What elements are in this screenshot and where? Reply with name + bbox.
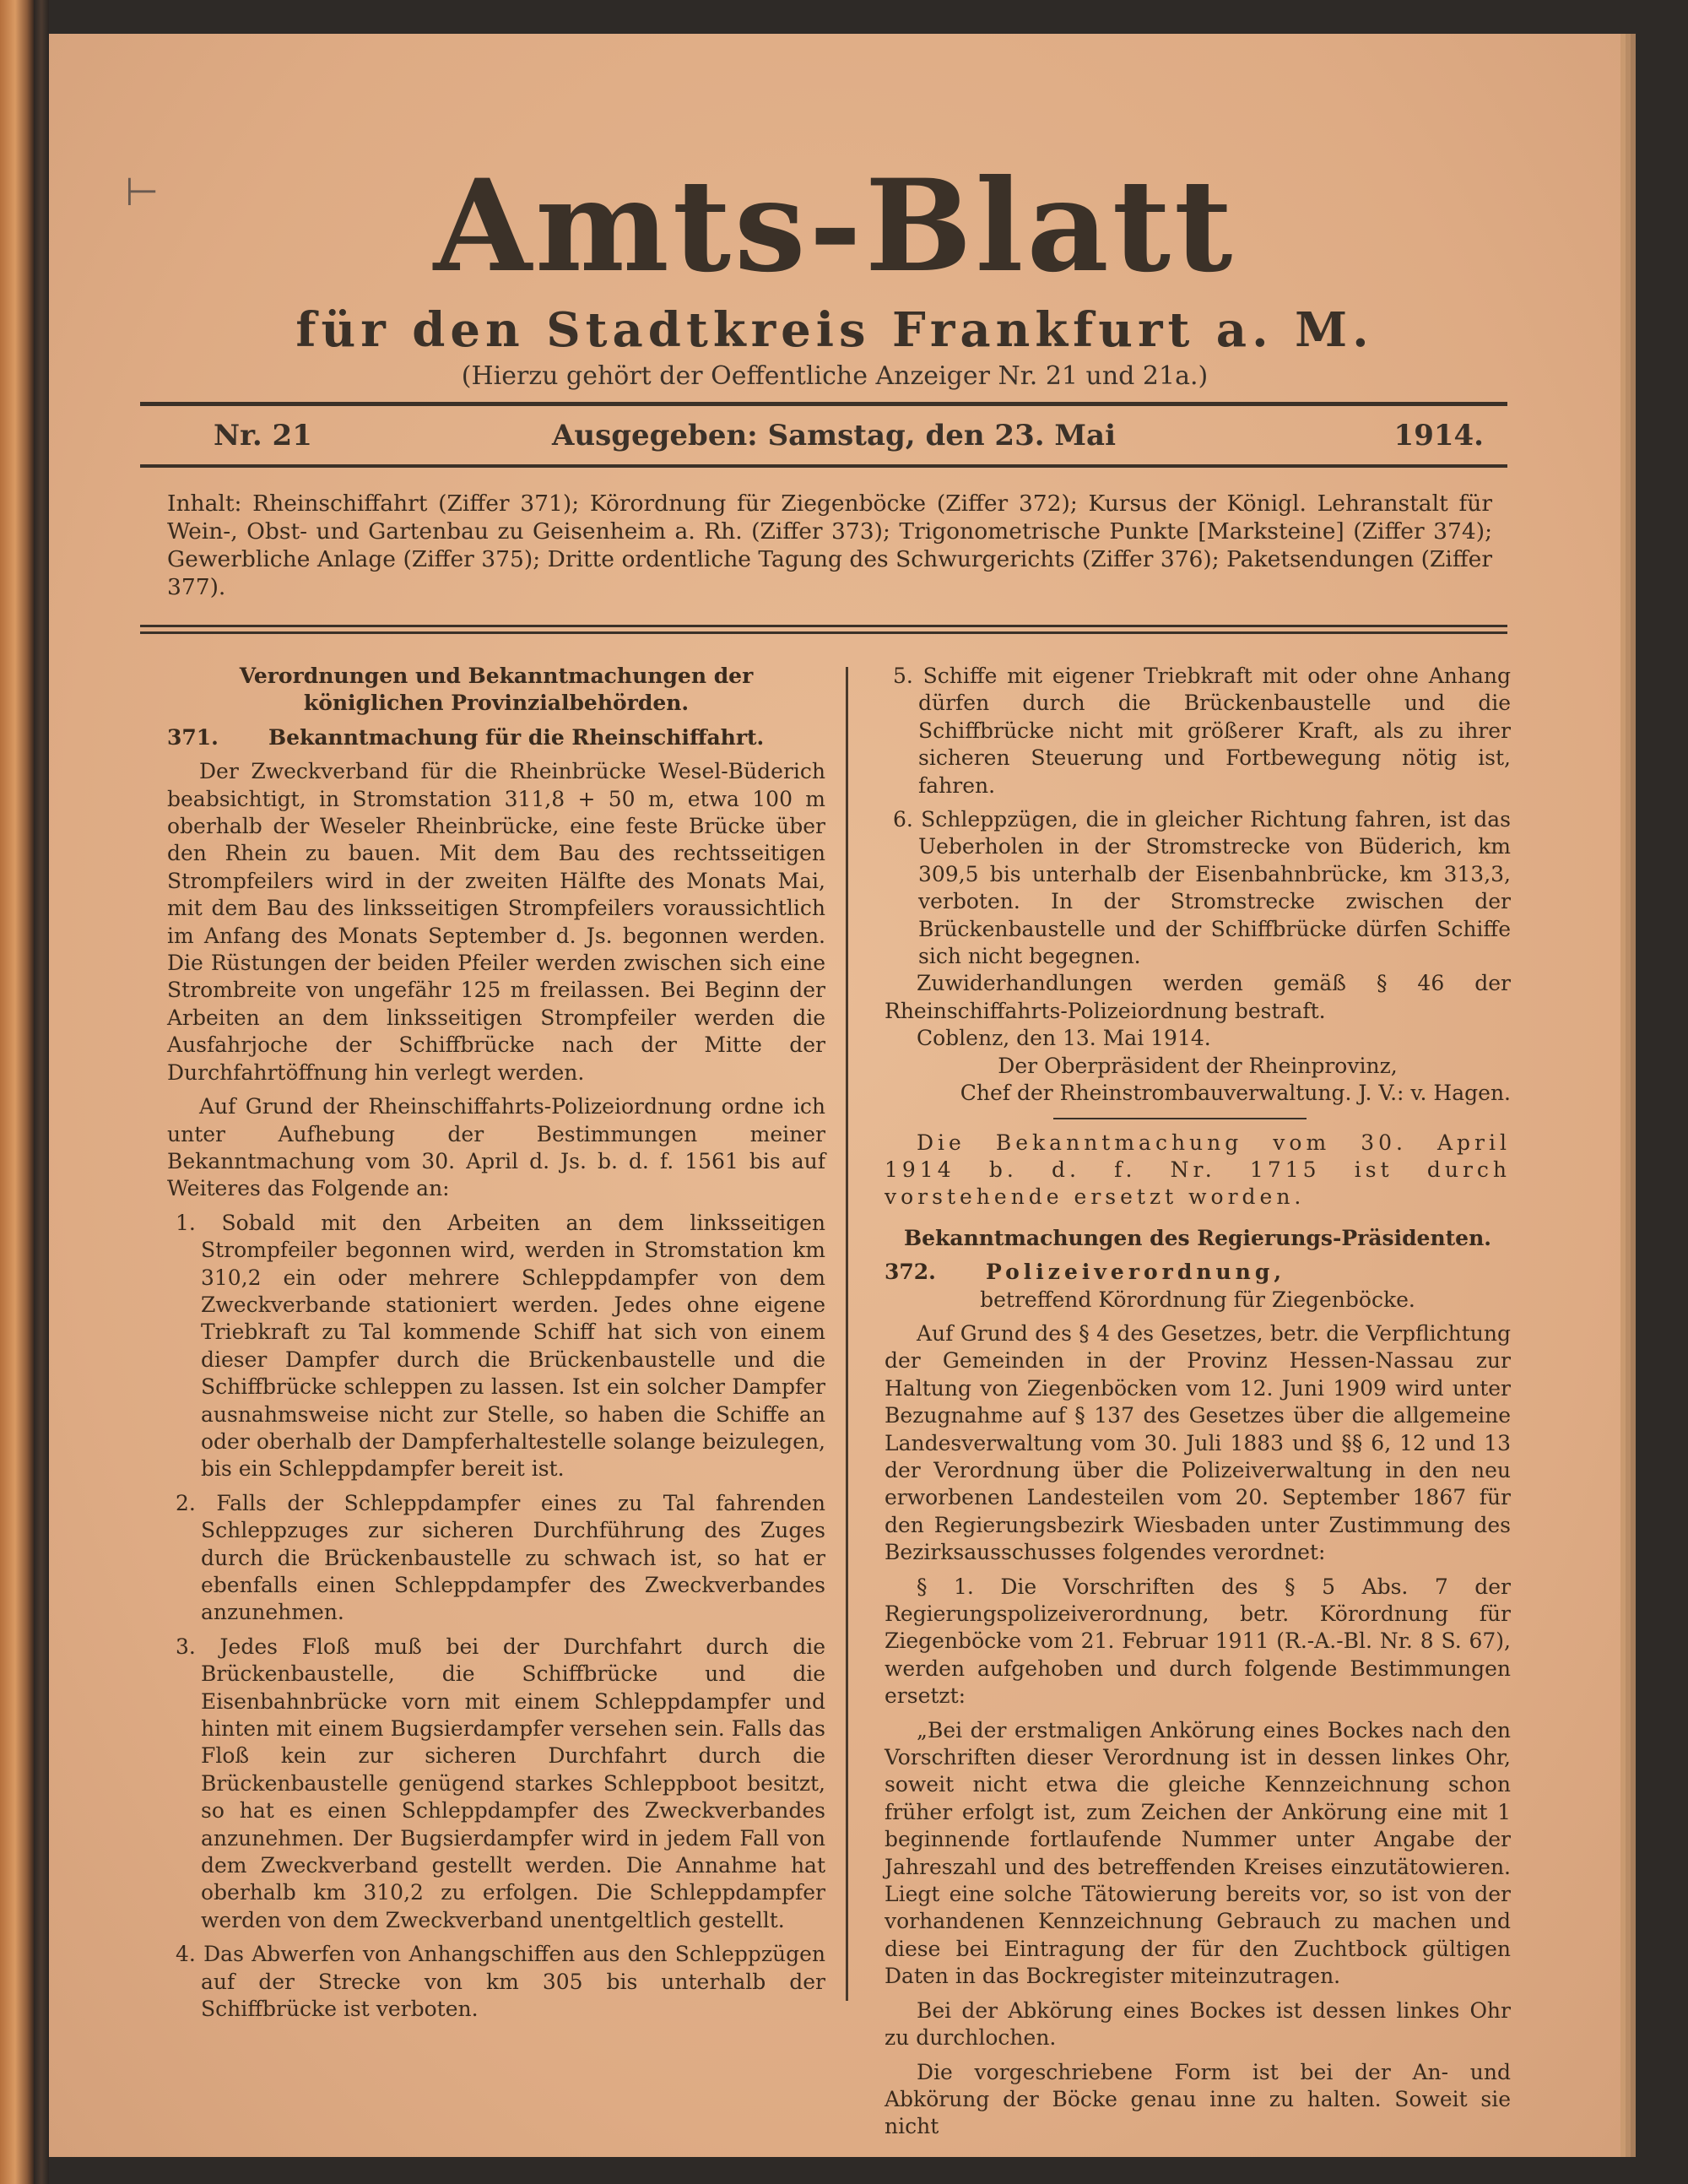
- paragraph: § 1. Die Vorschriften des § 5 Abs. 7 der Regierungspolizeiverordnung, betr. Körordnung für Ziegenböcke vom 21. Februar 1911 (R.-A.-Bl. Nr. 8 S. 67), werden aufgehoben und durch folgende Bestimmungen ersetzt:: [885, 1574, 1511, 1709]
- book-spine: [34, 0, 49, 2184]
- paragraph: Zuwiderhandlungen werden gemäß § 46 der Rheinschiffahrts-Polizeiordnung bestraft.: [885, 971, 1511, 1023]
- paragraph: „Bei der erstmaligen Ankörung eines Bockes nach den Vorschriften dieser Verordnung ist in dessen linkes Ohr, soweit nicht etwa die gleiche Kennzeichnung schon früher erfolgt ist, zum Zeichen der Ankörung eine mit 1 beginnende fortlaufende Nummer unter Angabe der Jahreszahl und des betreffenden Kreises einzutätowieren. Liegt eine solche Tätowierung bereits vor, so ist von der vorhandenen Kennzeichnung Gebrauch zu machen und diese bei Eintragung der für den Zuchtbock gültigen Daten in das Bockregister miteinzutragen.: [885, 1717, 1511, 1989]
- article-number: 372.: [885, 1260, 936, 1285]
- issue-number: Nr. 21: [214, 419, 312, 453]
- note-paragraph: Die Bekanntmachung vom 30. April 1914 b. d. f. Nr. 1715 ist durch vorstehende ersetzt worden.: [885, 1130, 1511, 1210]
- list-item: 6. Schleppzügen, die in gleicher Richtung fahren, ist das Ueberholen in der Stromstrecke von Büderich, km 309,5 bis unterhalb der Eisenbahnbrücke, km 313,3, verboten. In der Stromstrecke zwischen der Brückenbaustelle und der Schiffbrücke dürfen Schiffe sich nicht begegnen.: [893, 807, 1511, 969]
- article-title: Bekanntmachung für die Rheinschiffahrt.: [268, 724, 765, 750]
- article-number: 371.: [167, 724, 219, 750]
- article-372-heading: [885, 1259, 1511, 1286]
- signature-line: Der Oberpräsident der Rheinprovinz,: [998, 1053, 1398, 1078]
- paragraph: Bei der Abkörung eines Bockes ist dessen linkes Ohr zu durchlochen.: [885, 1997, 1511, 2051]
- masthead-title: Amts-Blatt: [433, 152, 1236, 301]
- list-item: 1. Sobald mit den Arbeiten an dem linksseitigen Strompfeiler begonnen wird, werden in Stromstation km 310,2 ein oder mehrere Schleppdampfer von dem Zweckverbande stationiert werden. Jedes ohne eigene Triebkraft zu Tal kommende Schiff hat sich von einem dieser Dampfer durch die Brückenbaustelle und die Schiffbrücke schleppen zu lassen. Ist ein solcher Dampfer ausnahmsweise nicht zur Stelle, so haben die Schiffe an oder oberhalb der Dampferhaltestelle solange beizulegen, bis ein Schleppdampfer bereit ist.: [176, 1210, 825, 1482]
- right-column: [885, 663, 1511, 2141]
- header-rule-top: [140, 402, 1507, 406]
- place-date: Coblenz, den 13. Mai 1914.: [917, 1026, 1211, 1051]
- pencil-mark: ⊢: [125, 169, 160, 214]
- paragraph: Auf Grund des § 4 des Gesetzes, betr. die Verpflichtung der Gemeinden in der Provinz Hessen-Nassau zur Haltung von Ziegenböcken vom 12. Juni 1909 wird unter Bezugnahme auf § 137 des Gesetzes über die allgemeine Landesverwaltung vom 30. Juli 1883 und §§ 6, 12 und 13 der Verordnung über die Polizeiverwaltung in den neu erworbenen Landesteilen vom 20. September 1867 für den Regierungsbezirk Wiesbaden unter Zustimmung des Bezirksausschusses folgendes verordnet:: [885, 1320, 1511, 1565]
- signature-line: Chef der Rheinstrombauverwaltung. J. V.: v. Hagen.: [960, 1081, 1511, 1106]
- issue-date: Ausgegeben: Samstag, den 23. Mai: [552, 419, 1116, 453]
- table-of-contents: Inhalt: Rheinschiffahrt (Ziffer 371); Körordnung für Ziegenböcke (Ziffer 372); Kursus der Königl. Lehranstalt für Wein-, Obst- und Gartenbau zu Geisenheim a. Rh. (Ziffer 373); Trigonometrische Punkte [Marksteine] (Ziffer 374); Gewerbliche Anlage (Ziffer 375); Dritte ordentliche Tagung des Schwurgerichts (Ziffer 376); Paketsendungen (Ziffer 377).: [167, 490, 1492, 600]
- masthead-subtitle: für den Stadtkreis Frankfurt a. M.: [295, 302, 1374, 358]
- section-heading-regierung: Bekanntmachungen des Regierungs-Präsidenten.: [904, 1225, 1491, 1250]
- newspaper-page: [49, 34, 1620, 2157]
- list-item: 5. Schiffe mit eigener Triebkraft mit oder ohne Anhang dürfen durch die Brückenbaustelle und die Schiffbrücke nicht mit größerer Kraft, als zu ihrer sicheren Steuerung und Fortbewegung nötig ist, fahren.: [893, 664, 1511, 798]
- header-rule-bottom: [140, 464, 1507, 468]
- article-title: Polizeiverordnung,: [986, 1260, 1286, 1285]
- left-column: [167, 663, 825, 2024]
- list-item: 3. Jedes Floß muß bei der Durchfahrt durch die Brückenbaustelle, die Schiffbrücke und die Eisenbahnbrücke vorn mit einem Schleppdampfer und hinten mit einem Bugsierdampfer versehen sein. Falls das Floß kein zur sicheren Durchfahrt durch die Brückenbaustelle genügend starkes Schleppboot besitzt, so hat es einen Schleppdampfer des Zweckverbandes anzunehmen. Der Bugsierdampfer wird in jedem Fall von dem Zweckverband gestellt werden. Die Annahme hat oberhalb km 310,2 zu erfolgen. Die Schleppdampfer werden von dem Zweckverband unentgeltlich gestellt.: [176, 1634, 825, 1932]
- list-item: 4. Das Abwerfen von Anhangschiffen aus den Schleppzügen auf der Strecke von km 305 bis unterhalb der Schiffbrücke ist verboten.: [176, 1942, 825, 2022]
- paragraph: Der Zweckverband für die Rheinbrücke Wesel-Büderich beabsichtigt, in Stromstation 311,8 + 50 m, etwa 100 m oberhalb der Weseler Rheinbrücke, eine feste Brücke über den Rhein zu bauen. Mit dem Bau des rechtsseitigen Strompfeilers wird in der zweiten Hälfte des Monats Mai, mit dem Bau des linksseitigen Strompfeilers voraussichtlich im Anfang des Monats September d. Js. begonnen werden. Die Rüstungen der beiden Pfeiler werden zwischen sich eine Strombreite von ungefähr 125 m freilassen. Bei Beginn der Arbeiten an dem linksseitigen Strompfeiler werden die Ausfahrjoche der Schiffbrücke nach der Mitte der Durchfahrtöffnung hin verlegt werden.: [167, 759, 825, 1085]
- article-371-heading: [167, 724, 825, 751]
- adjacent-page-edge: [0, 0, 34, 2184]
- list-item: 2. Falls der Schleppdampfer eines zu Tal fahrenden Schleppzuges zur sicheren Durchführung des Zuges durch die Brückenbaustelle zu schwach ist, so hat er ebenfalls einen Schleppdampfer des Zweckverbandes anzunehmen.: [176, 1490, 825, 1625]
- masthead-note: (Hierzu gehört der Oeffentliche Anzeiger Nr. 21 und 21a.): [461, 361, 1209, 391]
- paragraph: Auf Grund der Rheinschiffahrts-Polizeiordnung ordne ich unter Aufhebung der Bestimmungen meiner Bekanntmachung vom 30. April d. Js. b. d. f. 1561 bis auf Weiteres das Folgende an:: [167, 1094, 825, 1201]
- paragraph: Die vorgeschriebene Form ist bei der An- und Abkörung der Böcke genau inne zu halten. Soweit sie nicht: [885, 2059, 1511, 2139]
- column-divider: [846, 667, 848, 2001]
- section-heading-provincial: Verordnungen und Bekanntmachungen der königlichen Provinzialbehörden.: [239, 664, 754, 716]
- contents-rule-1: [140, 625, 1507, 627]
- article-subtitle: betreffend Körordnung für Ziegenböcke.: [980, 1287, 1415, 1312]
- contents-rule-2: [140, 631, 1507, 634]
- separator-rule: [1053, 1118, 1307, 1119]
- issue-year: 1914.: [1393, 419, 1484, 453]
